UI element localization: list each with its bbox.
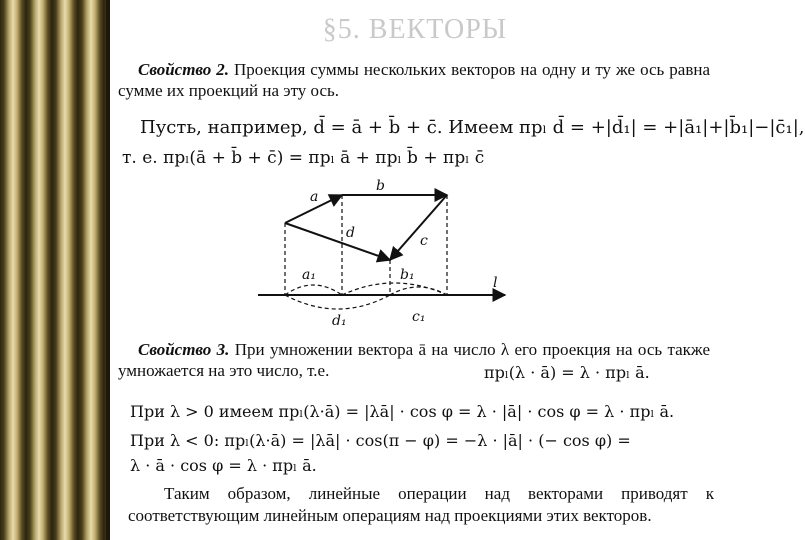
formula-negative-lambda-cont: λ · ā · cos φ = λ · прₗ ā. [130, 456, 317, 475]
formula-result: т. е. прₗ(ā + b̄ + c̄) = прₗ ā + прₗ b̄ + прₗ c̄ [122, 148, 485, 168]
label-c: c [420, 233, 428, 249]
label-c1: c₁ [412, 309, 426, 325]
formula-example: Пусть, например, d̄ = ā + b̄ + c̄. Имеем прₗ d̄ = +|d̄₁| = +|ā₁|+|b̄₁|−|c̄₁|, [140, 117, 805, 138]
label-d1: d₁ [332, 313, 347, 329]
decorative-border [0, 0, 110, 540]
vector-c [390, 195, 447, 260]
vector-diagram [250, 175, 510, 330]
conclusion-text: Таким образом, линейные операции над векторами приводят к соответствующим линейным операциям над проекциями этих векторов. [128, 484, 714, 525]
property-3-body: При умножении вектора ā на число λ его проекция на ось также умножается на это число, т.е. [118, 340, 710, 380]
label-b1: b₁ [400, 267, 415, 283]
formula-property-3: прₗ(λ · ā) = λ · прₗ ā. [484, 363, 650, 382]
property-2-body: Проекция суммы нескольких векторов на одну и ту же ось равна сумме их проекций на эту ось. [118, 60, 710, 100]
property-2-name: Свойство 2. [138, 60, 230, 79]
vector-d [285, 223, 390, 260]
label-b: b [376, 178, 385, 194]
label-d: d [346, 225, 355, 241]
label-a: a [310, 189, 319, 205]
formula-negative-lambda: При λ < 0: прₗ(λ·ā) = |λā| · cos(π − φ) = −λ · |ā| · (− cos φ) = [130, 431, 631, 450]
formula-positive-lambda: При λ > 0 имеем прₗ(λ·ā) = |λā| · cos φ = λ · |ā| · cos φ = λ · прₗ ā. [130, 402, 675, 421]
page-title: §5. ВЕКТОРЫ [322, 14, 508, 45]
property-3-name: Свойство 3. [138, 340, 230, 359]
property-2-text [118, 59, 710, 101]
label-a1: a₁ [302, 267, 316, 283]
label-l: l [493, 275, 498, 291]
